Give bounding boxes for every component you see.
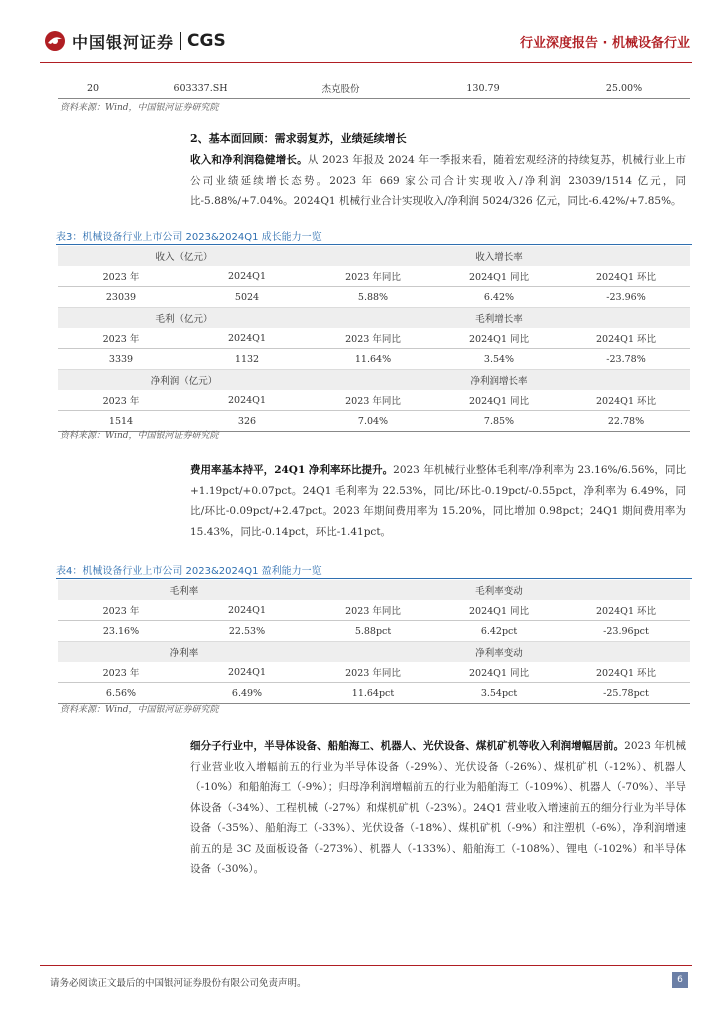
table-cell: 23039 [58,287,184,308]
logo-separator [180,32,181,50]
table-cell: 1514 [58,411,184,432]
table-cell: 6.56% [58,683,184,704]
table-cell: 2024Q1 同比 [436,600,562,621]
table-row [58,287,690,308]
table-cell: 2023 年 [58,266,184,287]
table-cell: 6.49% [184,683,310,704]
table-cell: 2024Q1 环比 [562,390,690,411]
table-cell: -23.78% [562,349,690,370]
paragraph-text: 2023 年机械行业营业收入增幅前五的行业为半导体设备（-29%）、光伏设备（-26%）、煤机矿机（-12%）、机器人（-10%）和船舶海工（-9%）；归母净利润增幅前五的行业为船舶海工（-109%）、机器人（-70%）、半导体设备（-34%）、工程机械（-27%）和煤机矿机（-23%）。24Q1 营业收入增速前五的细分行业为半导体设备（-35%）、船舶海工（-33%）、光伏设备（-18%）、煤机矿机（-9%）和注塑机（-6%），净利润增速前五的是 3C 及面板设备（-273%）、机器人（-133%）、船舶海工（-108%）、锂电（-102%）和半导体设备（-30%）。 [190,740,686,875]
table-cell [562,246,690,266]
table-cell: 5.88pct [310,621,436,642]
table-cell [310,246,436,266]
table-cell: 2023 年同比 [310,662,436,683]
table-subheader [58,662,690,683]
paragraph-lead: 细分子行业中，半导体设备、船舶海工、机器人、光伏设备、煤机矿机等收入利润增幅居前。 [190,740,625,752]
table-cell: 收入增长率 [436,246,562,266]
table-cell: 2023 年同比 [310,266,436,287]
table-cell: 2023 年 [58,390,184,411]
footer-disclaimer: 请务必阅读正文最后的中国银河证券股份有限公司免责声明。 [50,978,307,989]
table-cell: 6.42pct [436,621,562,642]
table-cell: 2024Q1 [184,600,310,621]
table-title-underline [56,578,692,579]
table-cell: 23.16% [58,621,184,642]
table-cell: 毛利率 [58,580,310,600]
table-cell: 净利率变动 [436,642,562,663]
paragraph-subsectors [190,736,686,880]
table-cell [562,370,690,391]
section-title: 2、基本面回顾：需求弱复苏，业绩延续增长 [190,132,407,145]
paragraph-text: 从 2023 年报及 2024 年一季报来看，随着宏观经济的持续复苏，机械行业上市公司业绩延续增长态势。2023 年 669 家公司合计实现收入/净利润 23039/1514 亿元，同比-5.88%/+7.04%。2024Q1 机械行业合计实现收入/净利润 5024/326 亿元，同比-6.42%/+7.85%。 [190,154,687,207]
table-cell [310,370,436,391]
table-cell: 2024Q1 [184,266,310,287]
table-cell: 22.53% [184,621,310,642]
source-note: 资料来源：Wind，中国银河证券研究院 [60,705,219,715]
table-cell [562,580,690,600]
logo-chinese-name: 中国银河证券 [72,32,175,52]
report-type-label: 行业深度报告 · 机械设备行业 [520,36,690,51]
table-group-header [58,246,690,266]
top-ranking-table [58,78,690,99]
table-cell: 1132 [184,349,310,370]
table-cell: 603337.SH [128,78,273,99]
table-cell: 25.00% [558,78,690,99]
table-cell: 2024Q1 环比 [562,662,690,683]
table-cell: 3339 [58,349,184,370]
table-cell: 2024Q1 [184,328,310,349]
company-logo [44,28,226,54]
table-cell: 2023 年 [58,600,184,621]
paragraph-lead: 收入和净利润稳健增长。 [190,154,308,166]
table-cell: 杰克股份 [273,78,408,99]
table-cell: 净利率 [58,642,310,663]
logo-english-name: CGS [187,31,226,51]
table-group-header [58,642,690,663]
table-cell: 2023 年同比 [310,328,436,349]
table-cell: 2023 年 [58,328,184,349]
table-group-header [58,308,690,329]
table-cell: 7.85% [436,411,562,432]
table-cell: 2024Q1 环比 [562,266,690,287]
table-cell [310,642,436,663]
table-cell: 2024Q1 同比 [436,390,562,411]
table-cell: 2023 年 [58,662,184,683]
table-cell: 326 [184,411,310,432]
table-cell: 净利润（亿元） [58,370,310,391]
table-cell: 2023 年同比 [310,390,436,411]
header-divider [40,62,692,63]
table-cell: 毛利（亿元） [58,308,310,329]
footer-divider [40,965,692,966]
table-cell: -23.96pct [562,621,690,642]
table-cell: 毛利增长率 [436,308,562,329]
paragraph-text: 2023 年机械行业整体毛利率/净利率为 23.16%/6.56%，同比+1.19pct/+0.07pct。24Q1 毛利率为 22.53%，同比/环比-0.19pct/-0.55pct，净利率为 6.49%，同比/环比-0.09pct/+2.47pct。2023 年期间费用率为 15.20%，同比增加 0.98pct；24Q1 期间费用率为 15.43%，同比-0.14pct，环比-1.41pct。 [190,464,686,538]
table-cell: 收入（亿元） [58,246,310,266]
page-number: 6 [672,972,688,988]
table-cell: 2024Q1 环比 [562,328,690,349]
table-cell: 5024 [184,287,310,308]
table-cell [310,308,436,329]
table-title: 表3：机械设备行业上市公司 2023&2024Q1 成长能力一览 [56,232,322,243]
table-cell: -25.78pct [562,683,690,704]
table-cell: 毛利率变动 [436,580,562,600]
table-cell: 2024Q1 [184,390,310,411]
table-cell: 130.79 [408,78,558,99]
table-cell: 2024Q1 同比 [436,662,562,683]
table-cell: 6.42% [436,287,562,308]
table-row [58,78,690,99]
table-cell: 11.64pct [310,683,436,704]
profitability-table [58,580,690,704]
growth-table [58,246,690,432]
table-group-header [58,580,690,600]
paragraph-expense [190,460,686,542]
table-cell [310,580,436,600]
table-cell: 净利润增长率 [436,370,562,391]
table-subheader [58,328,690,349]
table-row [58,683,690,704]
table-subheader [58,390,690,411]
paragraph-lead: 费用率基本持平，24Q1 净利率环比提升。 [190,464,394,476]
table-row [58,621,690,642]
table-cell: 2023 年同比 [310,600,436,621]
table-cell: 2024Q1 [184,662,310,683]
table-row [58,349,690,370]
paragraph-revenue [190,150,686,212]
table-group-header [58,370,690,391]
table-cell [562,308,690,329]
table-subheader [58,266,690,287]
table-cell: 2024Q1 环比 [562,600,690,621]
table-cell [562,642,690,663]
table-cell: 5.88% [310,287,436,308]
table-title: 表4：机械设备行业上市公司 2023&2024Q1 盈利能力一览 [56,566,322,577]
table-cell: 3.54pct [436,683,562,704]
source-note: 资料来源：Wind，中国银河证券研究院 [60,431,219,441]
table-cell: 2024Q1 同比 [436,266,562,287]
galaxy-logo-icon [44,30,66,52]
table-cell: 22.78% [562,411,690,432]
table-cell: 3.54% [436,349,562,370]
table-title-underline [56,244,692,245]
source-note: 资料来源：Wind，中国银河证券研究院 [60,103,219,113]
table-cell: 7.04% [310,411,436,432]
table-subheader [58,600,690,621]
table-cell: 11.64% [310,349,436,370]
table-cell: 2024Q1 同比 [436,328,562,349]
table-cell: -23.96% [562,287,690,308]
table-cell: 20 [58,78,128,99]
